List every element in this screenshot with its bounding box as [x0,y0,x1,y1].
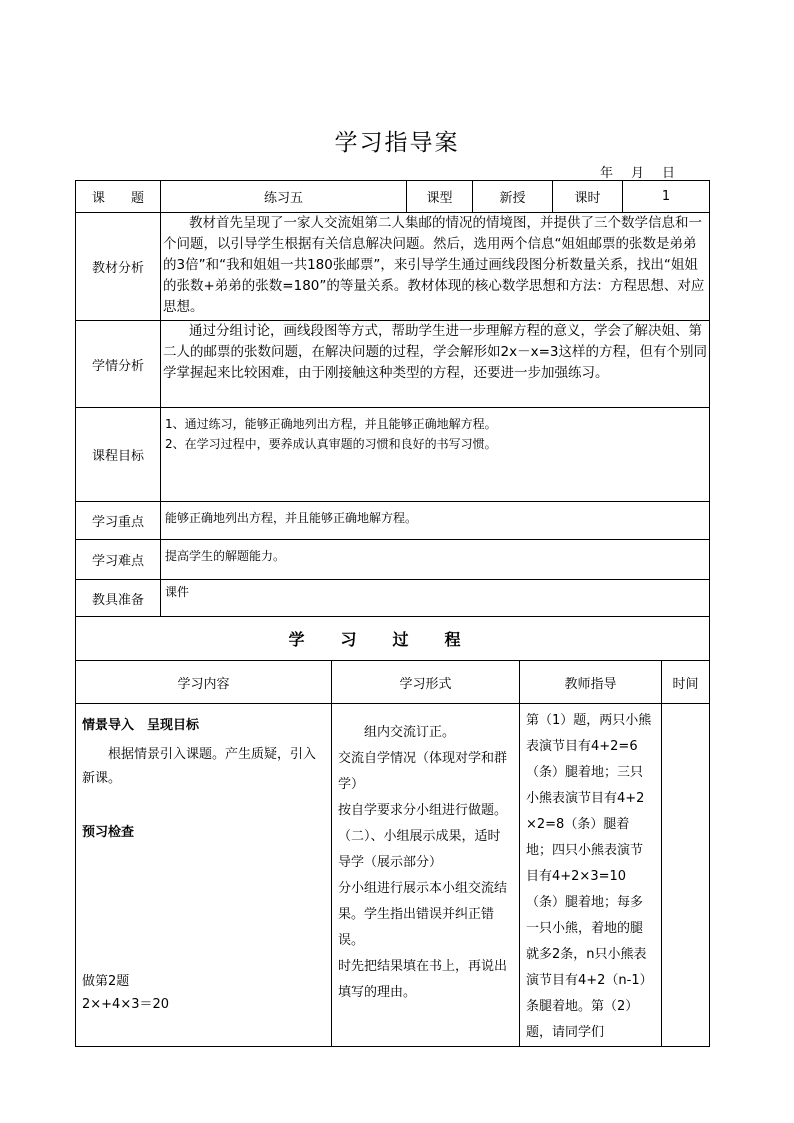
content-heading-intro: 情景导入 呈现目标 [82,718,200,733]
form-cell [332,704,520,1047]
material-label: 教材分析 [76,213,161,321]
content-question: 做第2题 [82,974,130,989]
student-label: 学情分析 [76,321,161,408]
header-time: 时间 [662,661,710,704]
material-text: 教材首先呈现了一家人交流姐第二人集邮的情况的情境图，并提供了三个数学信息和一个问题，以引导学生根据有关信息解决问题。然后，选用两个信息“姐姐邮票的张数是弟弟的3倍”和“我和姐姐一共180张邮票”，来引导学生通过画线段图分析数量关系，找出“姐姐的张数+弟弟的张数=180”的等量关系。教材体现的核心数学思想和方法：方程思想、对应思想。 [161,213,710,321]
form-line-4: （二）、小组展示成果，适时导学（展示部分） [338,829,501,870]
header-form: 学习形式 [332,661,520,704]
type-value: 新授 [473,181,553,213]
type-label: 课型 [407,181,473,213]
tools-text: 课件 [161,580,710,617]
date-line [600,162,693,181]
process-title: 学习过程 [76,617,710,661]
lesson-info-table [75,180,710,661]
focus-label: 学习重点 [76,502,161,540]
goal-label: 课程目标 [76,408,161,502]
difficulty-label: 学习难点 [76,540,161,580]
form-line-1: 组内交流订正。 [338,725,456,740]
process-table [75,660,710,1047]
topic-label: 课 题 [76,181,161,213]
date-day: 日 [662,166,676,181]
goal-cell [161,408,710,502]
period-label: 课时 [553,181,623,213]
goal-item-2: 2、在学习过程中，要养成认真审题的习惯和良好的书写习惯。 [165,437,497,451]
guide-cell: 第（1）题，两只小熊表演节目有4+2=6（条）腿着地；三只小熊表演节目有4+2×2=8（条）腿着地；四只小熊表演节目有4+2×3=10（条）腿着地；每多一只小熊，着地的腿就多2条，n只小熊表演节目有4+2（n-1）条腿着地。第（2）题，请同学们 [520,704,662,1047]
student-text: 通过分组讨论，画线段图等方式，帮助学生进一步理解方程的意义，学会了解决姐、第二人的邮票的张数问题，在解决问题的过程，学会解形如2x－x=3这样的方程，但有个别同学掌握起来比较困难，由于刚接触这种类型的方程，还要进一步加强练习。 [161,321,710,408]
period-value: 1 [623,181,710,213]
header-content: 学习内容 [76,661,332,704]
form-line-5: 分小组进行展示本小组交流结果。学生指出错误并纠正错误。 [338,881,508,948]
goal-item-1: 1、通过练习，能够正确地列出方程，并且能够正确地解方程。 [165,417,497,431]
topic-value: 练习五 [161,181,407,213]
form-line-6: 时先把结果填在书上，再说出填写的理由。 [338,959,508,1000]
form-line-3: 按自学要求分小组进行做题。 [338,803,508,818]
focus-text: 能够正确地列出方程，并且能够正确地解方程。 [161,502,710,540]
header-guide: 教师指导 [520,661,662,704]
content-equation: 2×+4×3＝20 [82,997,170,1012]
time-cell [662,704,710,1047]
date-month: 月 [631,166,645,181]
form-line-2: 交流自学情况（体现对学和群学） [338,751,508,792]
tools-label: 教具准备 [76,580,161,617]
content-cell [76,704,332,1047]
content-heading-preview: 预习检查 [82,825,135,840]
content-intro-text: 根据情景引入课题。产生质疑，引入新课。 [82,747,317,786]
page-title: 学习指导案 [334,130,460,156]
difficulty-text: 提高学生的解题能力。 [161,540,710,580]
date-year: 年 [600,166,614,181]
